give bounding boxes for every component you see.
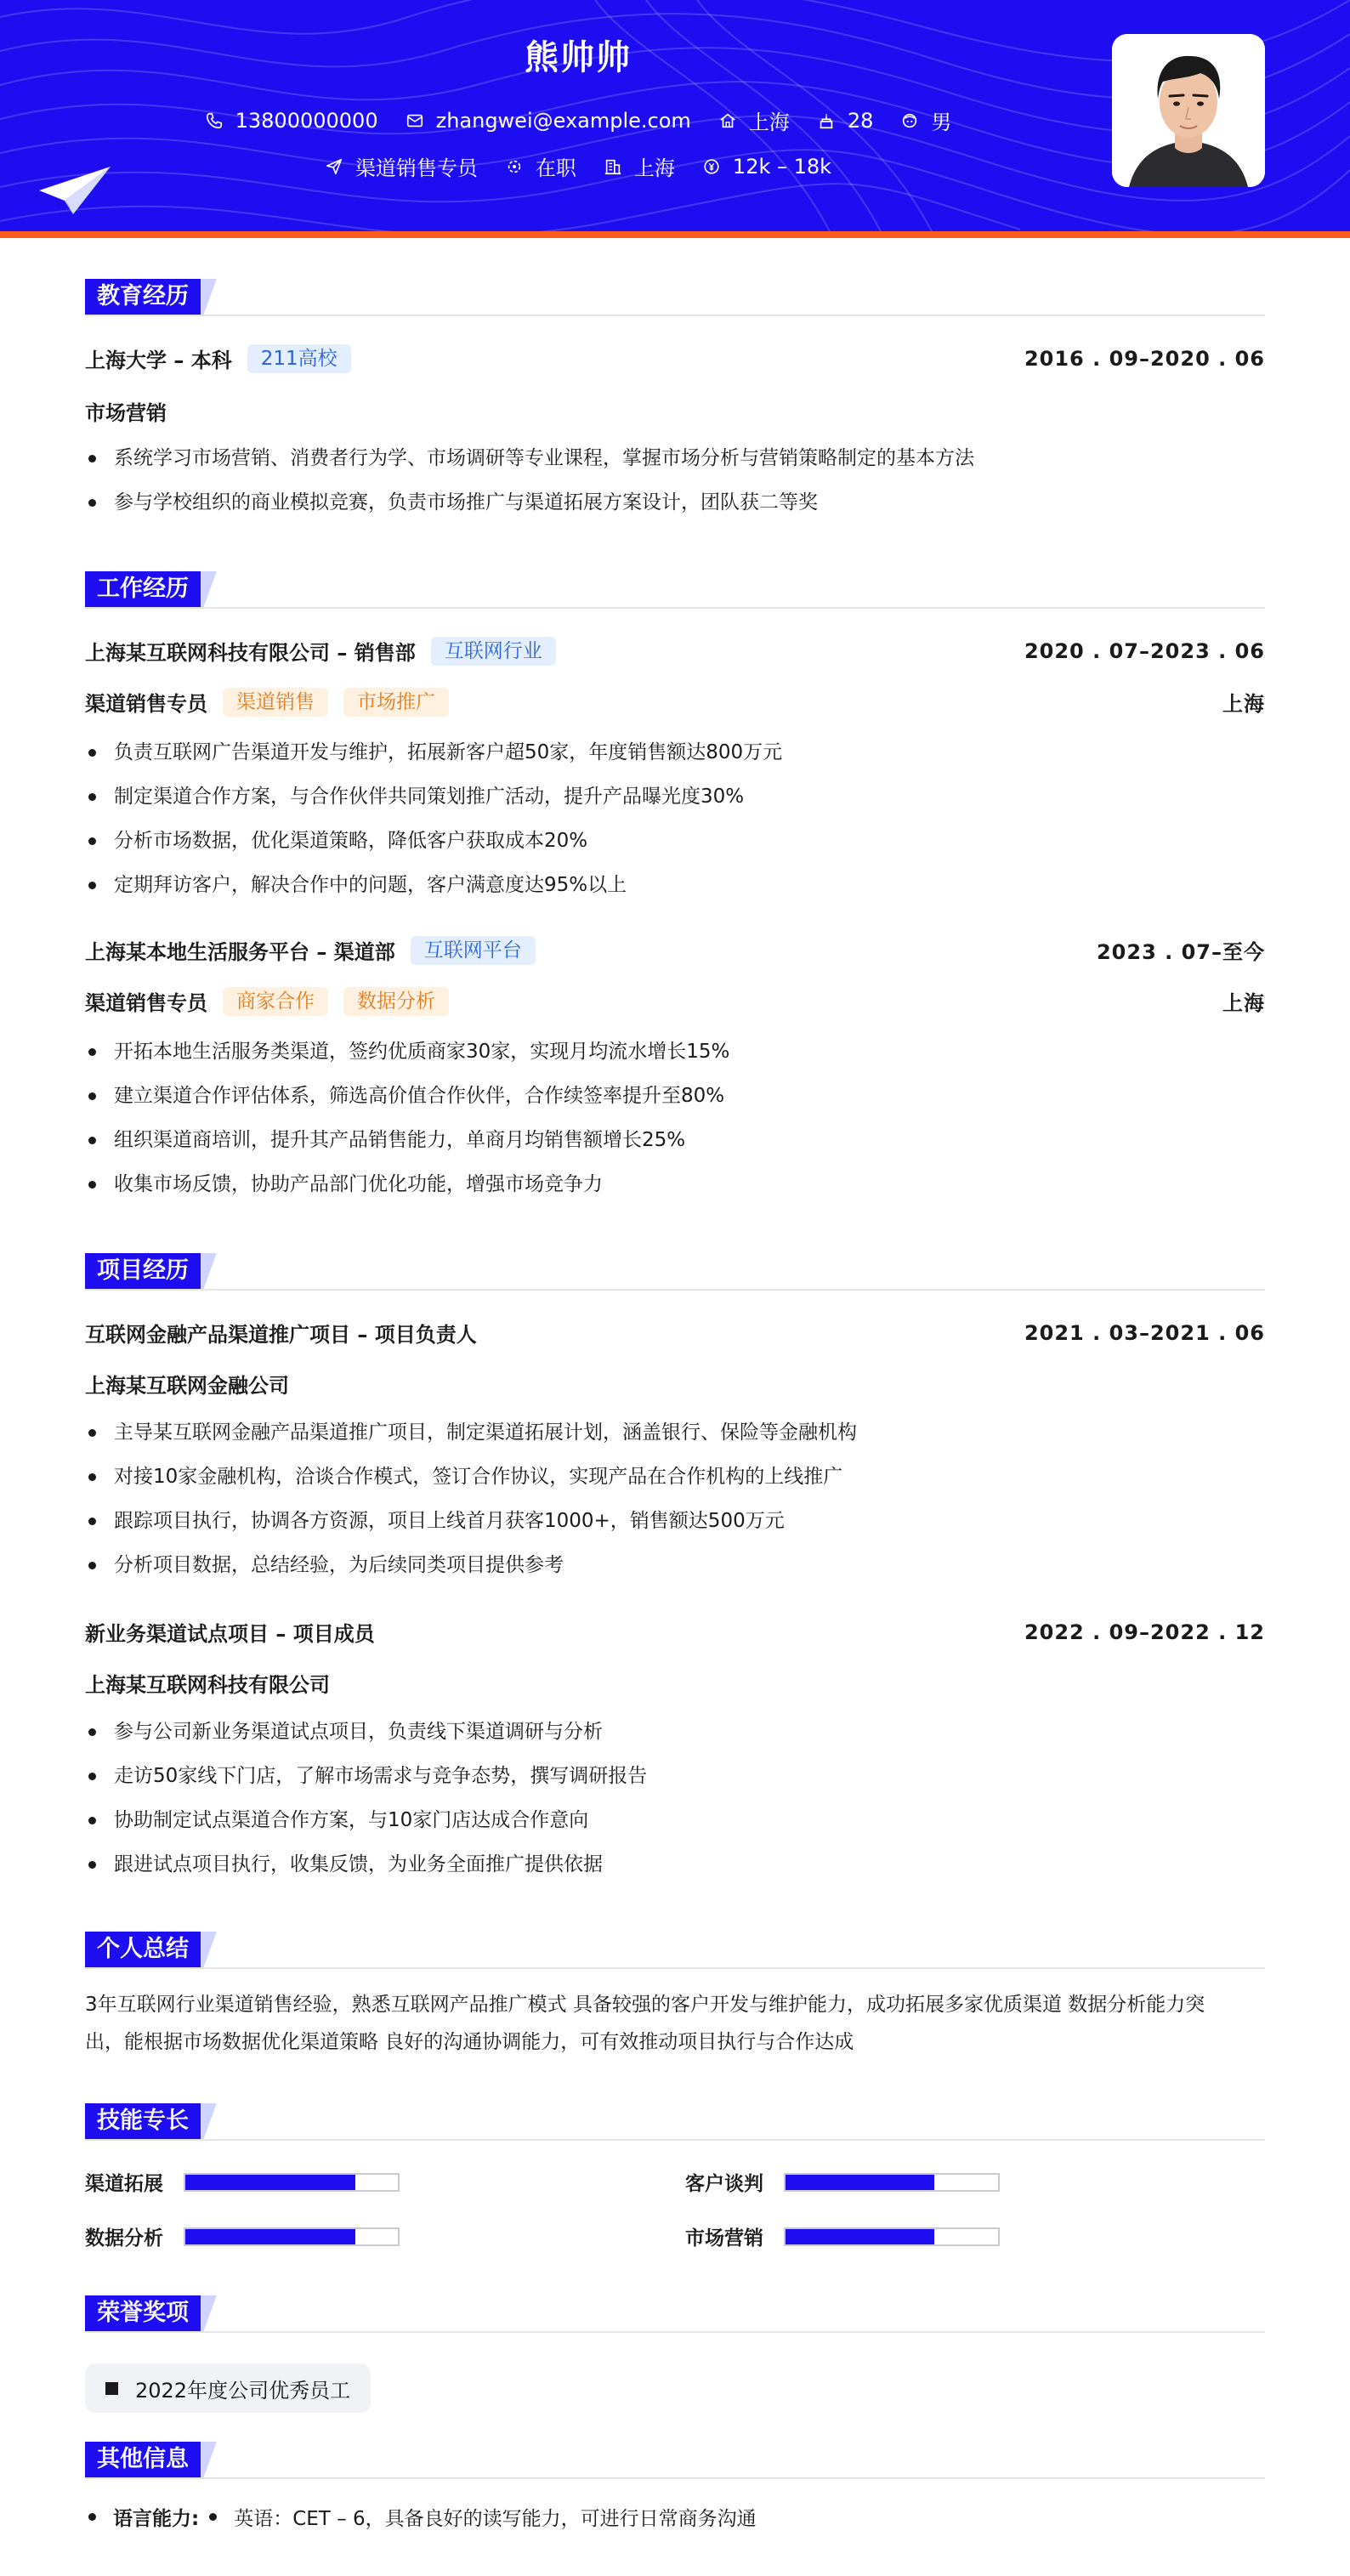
skill-item (85, 2168, 400, 2196)
list-item: 走访50家线下门店，了解市场需求与竞争态势，撰写调研报告 (85, 1763, 1265, 1789)
city-item (604, 151, 675, 181)
skill-bar (184, 2227, 400, 2246)
skill-bar (184, 2173, 400, 2192)
list-item: 参与学校组织的商业模拟竞赛，负责市场推广与渠道拓展方案设计，团队获二等奖 (85, 490, 1265, 515)
skill-item (685, 2168, 1000, 2196)
gender-item (900, 105, 951, 135)
list-item: 协助制定试点渠道合作方案，与10家门店达成合作意向 (85, 1807, 1265, 1833)
profile-photo (1112, 34, 1265, 187)
skill-name: 渠道拓展 (85, 2173, 163, 2195)
list-item: 组织渠道商培训，提升其产品销售能力，单商月均销售额增长25% (85, 1127, 1265, 1153)
skill-bar-fill (786, 2229, 934, 2244)
bullet-dot-icon (88, 2513, 96, 2521)
project-heading-row (85, 1318, 1265, 1348)
job-role: 渠道销售专员 (85, 991, 207, 1015)
hometown-item (718, 105, 790, 135)
section-title: 技能专长 (85, 2103, 201, 2139)
list-item: 分析项目数据，总结经验，为后续同类项目提供参考 (85, 1552, 1265, 1578)
projects-section (85, 1253, 1265, 1875)
position-item (325, 151, 478, 181)
salary-text: 12k – 18k (732, 154, 832, 179)
award-item (85, 2363, 371, 2413)
section-header (85, 571, 1265, 609)
school-tag: 211高校 (247, 344, 351, 373)
avatar-portrait-icon (1112, 34, 1265, 187)
project-date: 2021 . 03–2021 . 06 (1024, 1320, 1265, 1345)
cake-icon (817, 111, 836, 130)
language-value: 英语：CET – 6，具备良好的读写能力，可进行日常商务沟通 (234, 2508, 757, 2530)
candidate-name: 熊帅帅 (525, 38, 632, 77)
list-item: 开拓本地生活服务类渠道，签约优质商家30家，实现月均流水增长15% (85, 1039, 1265, 1064)
project-org-row (85, 1369, 1265, 1399)
skills-section (85, 2103, 1265, 2250)
status-icon (505, 157, 524, 176)
education-heading-row (85, 343, 1265, 373)
skill-name: 数据分析 (85, 2227, 163, 2250)
section-header (85, 2103, 1265, 2141)
job-location: 上海 (1222, 692, 1265, 716)
age-item (817, 109, 874, 133)
section-title: 其他信息 (85, 2442, 201, 2477)
list-item: 跟进试点项目执行，收集反馈，为业务全面推广提供依据 (85, 1852, 1265, 1877)
section-header (85, 279, 1265, 316)
bullet-dot-icon (209, 2513, 217, 2521)
section-header (85, 1932, 1265, 1969)
position-text: 渠道销售专员 (355, 156, 478, 180)
email-item (406, 109, 691, 133)
phone-text: 13800000000 (235, 108, 378, 133)
hometown-text: 上海 (748, 111, 790, 134)
project-org: 上海某互联网科技有限公司 (85, 1673, 330, 1697)
skill-bar (784, 2227, 1000, 2246)
section-title: 工作经历 (85, 571, 201, 607)
skill-bar-fill (185, 2175, 355, 2190)
section-header (85, 2442, 1265, 2479)
list-item: 制定渠道合作方案，与合作伙伴共同策划推广活动，提升产品曝光度30% (85, 784, 1265, 809)
skill-bar (784, 2173, 1000, 2192)
list-item: 收集市场反馈，协助产品部门优化功能，增强市场竞争力 (85, 1172, 1265, 1197)
other-info-section (85, 2442, 1265, 2530)
award-text: 2022年度公司优秀员工 (135, 2378, 351, 2403)
section-header (85, 2295, 1265, 2333)
skill-tag: 商家合作 (223, 987, 328, 1016)
job-heading-row (85, 636, 1265, 666)
work-section (85, 571, 1265, 1195)
city-text: 上海 (633, 156, 675, 180)
skill-name: 客户谈判 (685, 2173, 763, 2195)
building-icon (604, 157, 622, 176)
job-intent-row (0, 151, 1156, 181)
section-header (85, 1253, 1265, 1291)
job-role: 渠道销售专员 (85, 692, 207, 716)
phone-icon (205, 111, 224, 130)
gender-text: 男 (931, 111, 952, 134)
phone-item (205, 109, 378, 133)
major-name: 市场营销 (85, 401, 167, 425)
gender-icon (900, 111, 919, 130)
list-item: 定期拜访客户，解决合作中的问题，客户满意度达95%以上 (85, 872, 1265, 898)
project-name: 新业务渠道试点项目 – 项目成员 (85, 1622, 375, 1646)
project-org: 上海某互联网金融公司 (85, 1374, 289, 1398)
summary-line: 出，能根据市场数据优化渠道策略 良好的沟通协调能力，可有效推动项目执行与合作达成 (85, 2031, 854, 2053)
list-item: 建立渠道合作评估体系，筛选高价值合作伙伴，合作续签率提升至80% (85, 1083, 1265, 1109)
skill-tag: 渠道销售 (223, 688, 328, 717)
section-title: 项目经历 (85, 1253, 201, 1289)
send-icon (325, 157, 343, 176)
list-item: 参与公司新业务渠道试点项目，负责线下渠道调研与分析 (85, 1719, 1265, 1745)
awards-section (85, 2295, 1265, 2403)
list-item: 分析市场数据，优化渠道策略，降低客户获取成本20% (85, 828, 1265, 854)
language-row (85, 2503, 757, 2531)
salary-item (702, 155, 831, 179)
school-name: 上海大学 – 本科 (85, 349, 232, 372)
project-name: 互联网金融产品渠道推广项目 – 项目负责人 (85, 1323, 477, 1347)
list-item: 主导某互联网金融产品渠道推广项目，制定渠道拓展计划，涵盖银行、保险等金融机构 (85, 1420, 1265, 1445)
summary-line: 3年互联网行业渠道销售经验，熟悉互联网产品推广模式 具备较强的客户开发与维护能力，成功拓展多家优质渠道 数据分析能力突 (85, 1994, 1205, 2016)
education-date: 2016 . 09–2020 . 06 (1024, 346, 1265, 371)
education-section (85, 279, 1265, 513)
list-item: 对接10家金融机构，洽谈合作模式，签订合作协议，实现产品在合作机构的上线推广 (85, 1464, 1265, 1489)
list-item: 负责互联网广告渠道开发与维护，拓展新客户超50家，年度销售额达800万元 (85, 740, 1265, 765)
major-row (85, 396, 1265, 426)
job-role-row (85, 986, 1265, 1016)
section-title: 个人总结 (85, 1932, 201, 1967)
status-text: 在职 (535, 156, 576, 180)
status-item (505, 151, 576, 181)
summary-section (85, 1932, 1265, 2053)
home-icon (718, 111, 737, 130)
square-bullet-icon (105, 2382, 118, 2395)
skill-item (685, 2222, 1000, 2250)
project-heading-row (85, 1617, 1265, 1647)
language-label: 语言能力: (113, 2508, 200, 2530)
project-org-row (85, 1668, 1265, 1698)
section-title: 荣誉奖项 (85, 2295, 201, 2331)
industry-tag: 互联网行业 (431, 637, 556, 666)
company-name: 上海某互联网科技有限公司 – 销售部 (85, 641, 416, 665)
company-name: 上海某本地生活服务平台 – 渠道部 (85, 940, 395, 964)
contact-row (0, 105, 1156, 135)
project-date: 2022 . 09–2022 . 12 (1024, 1620, 1265, 1644)
industry-tag: 互联网平台 (411, 936, 536, 965)
job-location: 上海 (1222, 991, 1265, 1015)
skill-tag: 数据分析 (343, 987, 449, 1016)
resume-header (0, 0, 1350, 238)
job-role-row (85, 687, 1265, 717)
list-item: 跟踪项目执行，协调各方资源，项目上线首月获客1000+，销售额达500万元 (85, 1508, 1265, 1534)
skill-item (85, 2222, 400, 2250)
mail-icon (406, 111, 424, 130)
skill-bar-fill (185, 2229, 355, 2244)
skill-name: 市场营销 (685, 2227, 763, 2250)
email-text: zhangwei@example.com (435, 108, 691, 133)
job-heading-row (85, 935, 1265, 965)
list-item: 系统学习市场营销、消费者行为学、市场调研等专业课程，掌握市场分析与营销策略制定的基本方法 (85, 445, 1265, 471)
section-title: 教育经历 (85, 279, 201, 315)
age-text: 28 (847, 108, 874, 133)
skill-bar-fill (786, 2175, 934, 2190)
money-icon (702, 157, 721, 176)
job-date: 2023 . 07–至今 (1096, 940, 1265, 964)
job-date: 2020 . 07–2023 . 06 (1024, 638, 1265, 663)
skill-tag: 市场推广 (343, 688, 449, 717)
